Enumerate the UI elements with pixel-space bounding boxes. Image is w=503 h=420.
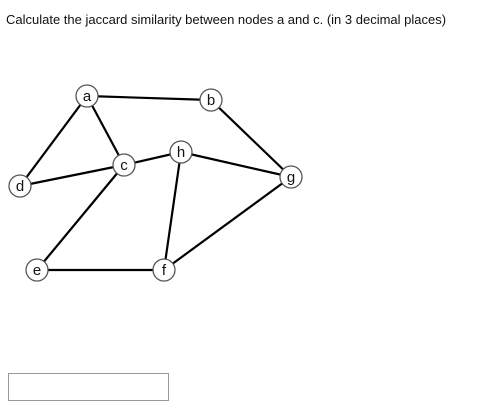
node-a [76,85,98,107]
edge-a-d [20,96,87,186]
node-e [26,259,48,281]
edge-f-g [164,177,291,270]
node-label-h: h [176,144,186,161]
edge-a-b [87,96,211,100]
node-c [113,154,135,176]
node-h [170,141,192,163]
node-label-d: d [15,178,25,195]
edge-f-h [164,152,181,270]
node-label-b: b [206,92,216,109]
node-d [9,175,31,197]
question-text: Calculate the jaccard similarity between nodes a and c. (in 3 decimal places) [6,12,447,27]
node-f [153,259,175,281]
node-label-e: e [32,262,42,279]
node-g [280,166,302,188]
answer-input[interactable] [8,373,169,401]
node-label-f: f [161,262,167,279]
edge-b-g [211,100,291,177]
node-label-c: c [120,157,128,174]
node-label-g: g [286,169,296,186]
node-b [200,89,222,111]
graph-edges [20,96,291,270]
edge-a-c [87,96,124,165]
node-label-a: a [82,88,92,105]
edge-h-g [181,152,291,177]
